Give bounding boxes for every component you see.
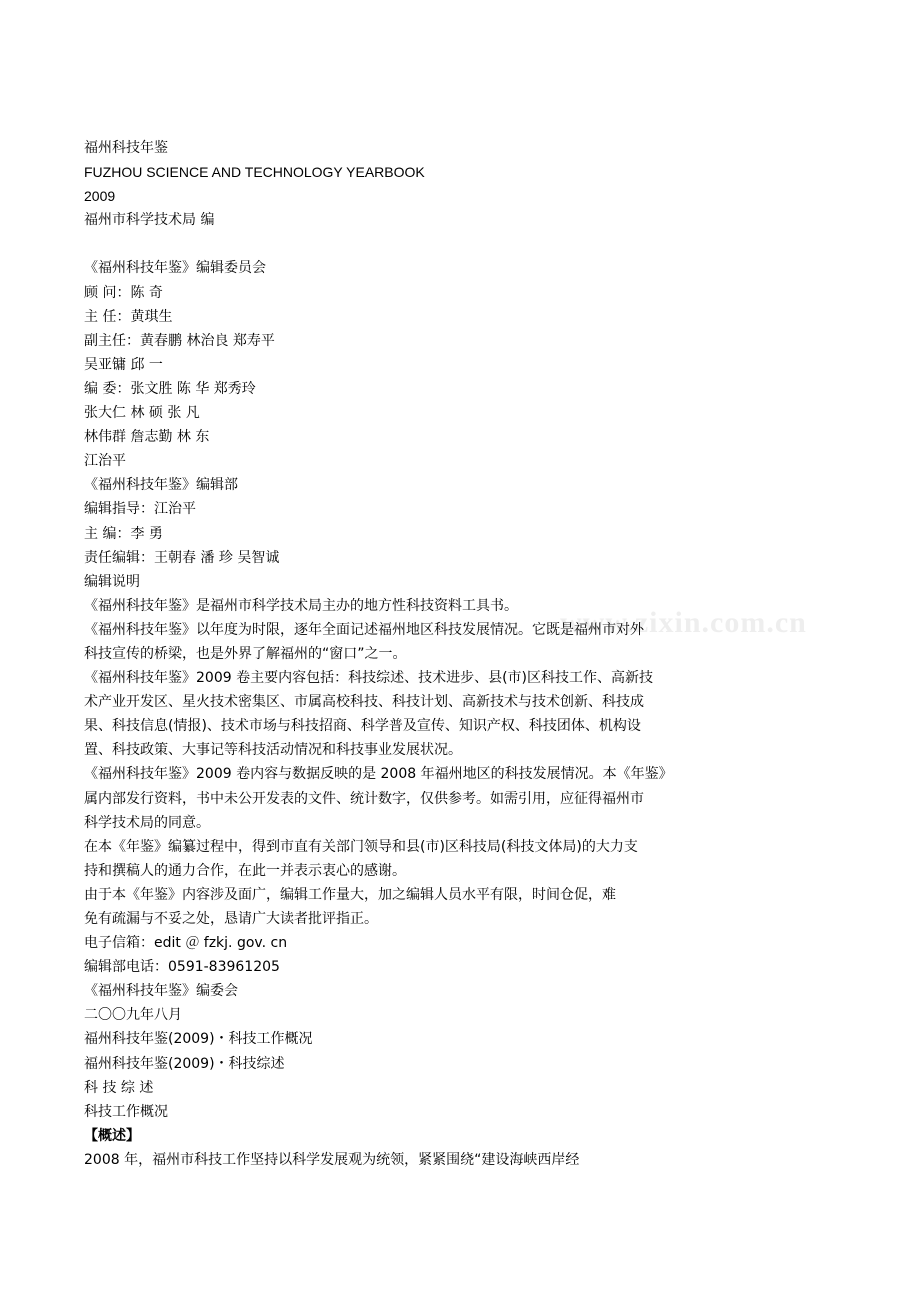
- notes-paragraph: 《福州科技年鉴》2009 卷内容与数据反映的是 2008 年福州地区的科技发展情况。本《年鉴》: [84, 766, 673, 783]
- committee-deputy-cont: 吴亚镛 邱 一: [84, 356, 163, 373]
- notes-heading: 编辑说明: [84, 573, 140, 590]
- notes-paragraph: 《福州科技年鉴》2009 卷主要内容包括：科技综述、技术进步、县(市)区科技工作、高新技: [84, 670, 654, 687]
- editorial-guide: 编辑指导：江治平: [84, 501, 196, 518]
- committee-adviser: 顾 问：陈 奇: [84, 284, 163, 301]
- section-body-text: 2008 年，福州市科技工作坚持以科学发展观为统领，紧紧围绕“建设海峡西岸经: [84, 1151, 580, 1168]
- section-title: 福州科技年鉴(2009)・科技综述: [84, 1055, 285, 1072]
- editorial-editors: 责任编辑：王朝春 潘 珍 吴智诚: [84, 549, 280, 566]
- notes-paragraph: 科技宣传的桥梁，也是外界了解福州的“窗口”之一。: [84, 645, 407, 662]
- notes-paragraph: 《福州科技年鉴》是福州市科学技术局主办的地方性科技资料工具书。: [84, 597, 518, 614]
- contact-email: 电子信箱：edit ＠ fzkj. gov. cn: [84, 935, 288, 952]
- notes-signoff: 《福州科技年鉴》编委会: [84, 983, 238, 1000]
- section-title: 福州科技年鉴(2009)・科技工作概况: [84, 1031, 313, 1048]
- title-english: FUZHOU SCIENCE AND TECHNOLOGY YEARBOOK: [84, 164, 425, 181]
- notes-paragraph: 由于本《年鉴》内容涉及面广，编辑工作量大，加之编辑人员水平有限，时间仓促，难: [84, 886, 616, 903]
- committee-members-cont: 江治平: [84, 453, 126, 470]
- notes-paragraph: 术产业开发区、星火技术密集区、市属高校科技、科技计划、高新技术与技术创新、科技成: [84, 694, 644, 711]
- notes-paragraph: 科学技术局的同意。: [84, 814, 210, 831]
- notes-paragraph: 《福州科技年鉴》以年度为时限，逐年全面记述福州地区科技发展情况。它既是福州市对外: [84, 621, 644, 638]
- committee-members: 编 委：张文胜 陈 华 郑秀玲: [84, 380, 256, 397]
- committee-heading: 《福州科技年鉴》编辑委员会: [84, 260, 266, 277]
- section-overview-label: 【概述】: [84, 1127, 140, 1144]
- committee-members-cont: 张大仁 林 硕 张 凡: [84, 405, 200, 422]
- notes-paragraph: 持和撰稿人的通力合作，在此一并表示衷心的感谢。: [84, 862, 406, 879]
- committee-deputy: 副主任：黄春鹏 林治良 郑寿平: [84, 332, 275, 349]
- notes-paragraph: 果、科技信息(情报)、技术市场与科技招商、科学普及宣传、知识产权、科技团体、机构设: [84, 718, 641, 735]
- section-heading: 科 技 综 述: [84, 1079, 154, 1096]
- committee-members-cont: 林伟群 詹志勤 林 东: [84, 429, 210, 446]
- committee-director: 主 任：黄琪生: [84, 308, 173, 325]
- notes-paragraph: 在本《年鉴》编纂过程中，得到市直有关部门领导和县(市)区科技局(科技文体局)的大力支: [84, 838, 638, 855]
- contact-phone: 编辑部电话：0591-83961205: [84, 959, 280, 976]
- title-year: 2009: [84, 188, 116, 205]
- notes-paragraph: 属内部发行资料，书中未公开发表的文件、统计数字，仅供参考。如需引用，应征得福州市: [84, 790, 644, 807]
- editorial-chief: 主 编：李 勇: [84, 525, 163, 542]
- document-body: [84, 136, 764, 1172]
- notes-paragraph: 免有疏漏与不妥之处，恳请广大读者批评指正。: [84, 911, 378, 927]
- notes-date: 二〇〇九年八月: [84, 1007, 182, 1024]
- title-chinese: 福州科技年鉴: [84, 140, 168, 156]
- notes-paragraph: 置、科技政策、大事记等科技活动情况和科技事业发展状况。: [84, 742, 462, 759]
- section-subheading: 科技工作概况: [84, 1103, 168, 1120]
- watermark-text: www.zixin.com.cn: [560, 606, 807, 639]
- compiler-line: 福州市科学技术局 编: [84, 212, 215, 229]
- blank-line: [84, 232, 764, 256]
- editorial-heading: 《福州科技年鉴》编辑部: [84, 477, 238, 494]
